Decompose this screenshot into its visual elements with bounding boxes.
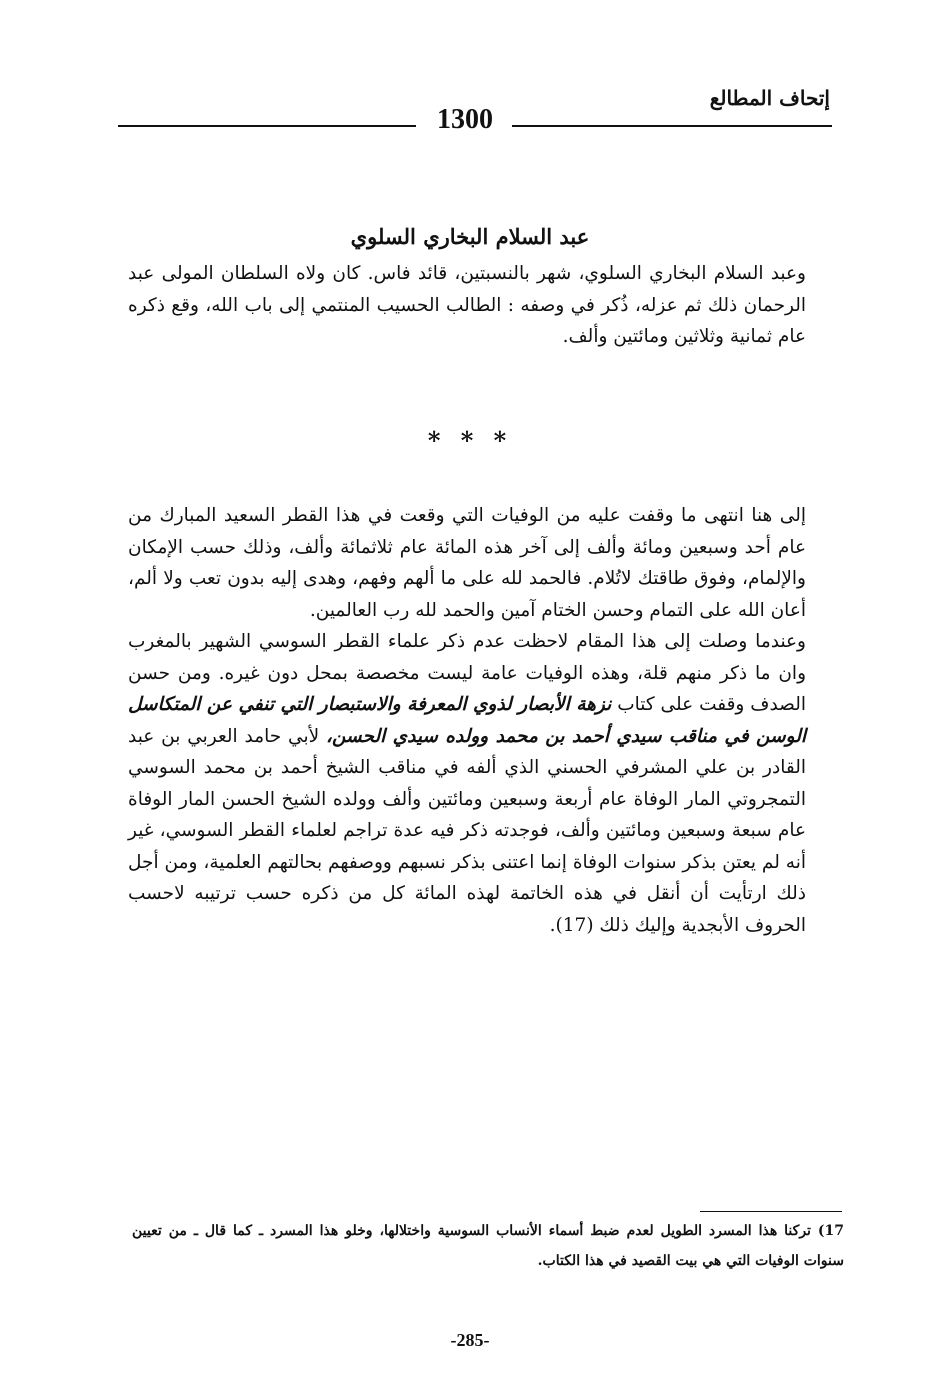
footnote: 17) تركنا هذا المسرد الطويل لعدم ضبط أسماء الأنساب السوسية واختلالها، وخلو هذا المسرد ـ كما قال ـ من تعيين سنوات الوفيات التي هي بيت القصيد في هذا الكتاب. (132, 1223, 844, 1269)
running-head: إتحاف المطالع (709, 86, 830, 110)
entry-body (128, 258, 832, 353)
closing-paragraph-2-intro: وعندما وصلت إلى هذا المقام لاحظت عدم ذكر علماء القطر السوسي الشهير بالمغرب وان ما ذكر منهم قلة، وهذه الوفيات عامة ليست مخصصة بمحل دون غيره. ومن حسن الصدف وقفت على كتاب (128, 631, 807, 715)
closing-paragraph-1: إلى هنا انتهى ما وقفت عليه من الوفيات التي وقعت في هذا القطر السعيد المبارك من عام أحد وسبعين ومائة وألف إلى آخر هذه المائة عام ثلاثمائة وألف، وذلك حسب الإمكان والإلمام، وفوق طاقتك لاتُلام. فالحمد لله على ما ألهم وفهم، وهدى إليه بدون تعب ولا ألم، أعان الله على التمام وحسن الختام آمين والحمد لله رب العالمين. (128, 505, 806, 621)
closing-paragraph-2-rest: لأبي حامد العربي بن عبد القادر بن علي المشرفي الحسني الذي ألفه في مناقب الشيخ أحمد بن محمد السوسي التمجروتي المار الوفاة عام أربعة وسبعين ومائتين وألف وولده الشيخ الحسن المار الوفاة عام سبعة وسبعين ومائتين وألف، فوجدته ذكر فيه عدة تراجم لعلماء القطر السوسي، غير أنه لم يعتن بذكر سنوات الوفاة إنما اعتنى بذكر نسبهم ووصفهم بحالتهم العلمية، ومن أجل ذلك ارتأيت أن أنقل في هذه الخاتمة لهذه المائة كل من ذكره حسب ترتيبه لاحسب الحروف الأبجدية وإليك ذلك (17). (128, 725, 806, 936)
closing-paragraph-2 (128, 626, 832, 941)
entry-title: عبد السلام البخاري السلوي (350, 224, 590, 249)
book-title: نزهة الأبصار لذوي المعرفة والاستبصار التي تنفي عن المتكاسل الوسن في مناقب سيدي أحمد بن محمد وولده سيدي الحسن، (128, 694, 806, 747)
section-separator: * * * (427, 426, 513, 455)
header-rule-left (118, 125, 416, 127)
closing-text (128, 500, 832, 941)
header-rule-right (512, 125, 832, 127)
entry-paragraph: وعبد السلام البخاري السلوي، شهر بالنسبتين، قائد فاس. كان ولاه السلطان المولى عبد الرحمان ذلك ثم عزله، ذُكر في وصفه : الطالب الحسيب المنتمي إلى باب الله، وقع ذكره عام ثمانية وثلاثين ومائتين وألف. (128, 263, 806, 347)
year-heading: 1300 (437, 104, 493, 135)
footnote-rule (700, 1211, 842, 1212)
page-number: -285- (450, 1330, 490, 1350)
